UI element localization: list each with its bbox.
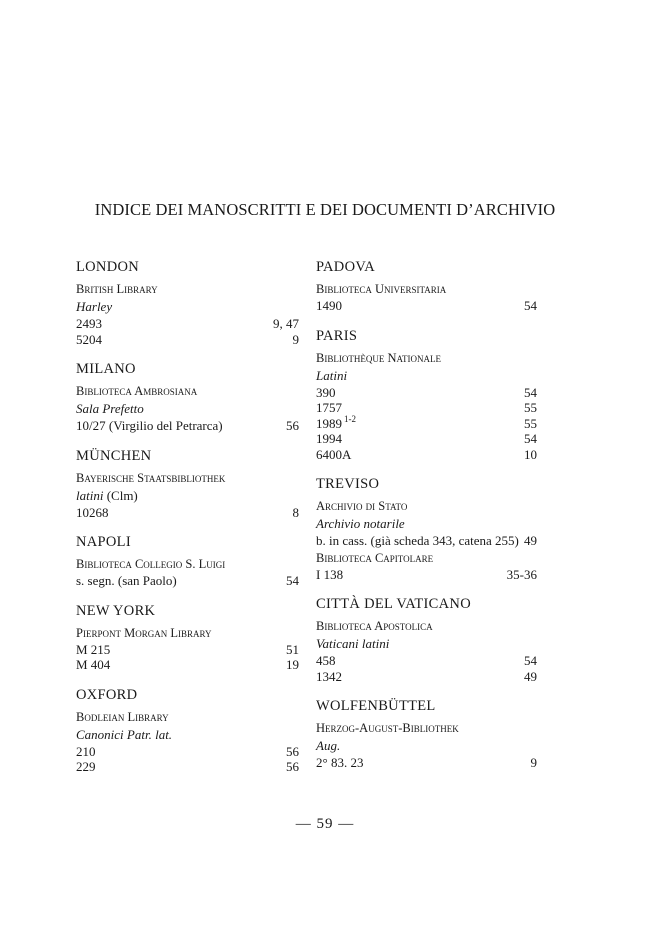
index-entry [316, 400, 537, 416]
shelfmark [316, 400, 342, 416]
index-entry [76, 505, 299, 521]
collection-title: Canonici Patr. lat. [76, 726, 173, 742]
page-reference: 49 [524, 668, 537, 684]
shelfmark-text: 1989 [316, 415, 342, 431]
page-reference: 54 [286, 573, 299, 588]
shelfmark-text: 1757 [316, 400, 342, 415]
collection-title: Harley [76, 299, 113, 314]
shelfmark-text: 2493 [76, 316, 102, 331]
library-name: Biblioteca Ambrosiana [76, 384, 198, 398]
index-entry [316, 533, 537, 549]
page-reference: 9 [530, 755, 537, 770]
shelfmark-text: M 215 [76, 641, 111, 657]
page-reference: 8 [292, 504, 299, 520]
page-reference: 10 [524, 446, 537, 462]
city-section [316, 327, 537, 463]
index-entry [76, 657, 299, 673]
city-heading: LONDON [76, 259, 140, 275]
collection-name [316, 635, 537, 653]
shelfmark-superscript: 1-2 [344, 414, 356, 425]
shelfmark-text: 5204 [76, 331, 102, 347]
city-section [76, 602, 299, 673]
collection-title: latini [76, 487, 104, 503]
collection-title: Vaticani latini [316, 636, 390, 651]
index-entry [316, 431, 537, 447]
shelfmark [76, 657, 110, 673]
index-entry [316, 653, 537, 669]
city-heading: MÜNCHEN [76, 447, 152, 464]
index-entry [316, 669, 537, 685]
collection-name [76, 400, 299, 418]
city-heading: TREVISO [316, 476, 380, 492]
city-section [316, 258, 537, 314]
index-entry [76, 332, 299, 348]
library-name: Herzog-August-Bibliothek [316, 721, 459, 735]
page-reference: 51 [286, 641, 299, 657]
collection-title: Sala Prefetto [76, 401, 144, 416]
library-name: British Library [76, 282, 158, 296]
shelfmark-text: b. in cass. (già scheda 343, catena 255) [316, 533, 519, 548]
library-name: Bibliothèque Nationale [316, 350, 441, 365]
library-name: Biblioteca Capitolare [316, 550, 434, 565]
index-entry [316, 298, 537, 314]
page-reference: 9, 47 [273, 316, 299, 331]
shelfmark-text: 1994 [316, 431, 342, 446]
page-reference: 35-36 [506, 566, 537, 582]
collection-name [76, 298, 299, 316]
shelfmark-text: 6400A [316, 446, 352, 462]
collection-title: Archivio notarile [316, 516, 405, 531]
shelfmark-text: 1342 [316, 668, 342, 684]
page-title: INDICE DEI MANOSCRITTI E DEI DOCUMENTI D’ARCHIVIO [94, 200, 556, 219]
library-name: Bayerische Staatsbibliothek [76, 470, 226, 485]
shelfmark-text: 10268 [76, 504, 109, 520]
library-name: Pierpont Morgan Library [76, 625, 212, 640]
shelfmark-text: M 404 [76, 657, 111, 672]
collection-name [76, 487, 299, 505]
city-section [76, 686, 299, 775]
page-reference: 9 [292, 331, 299, 347]
collection-suffix: (Clm) [103, 487, 138, 503]
collection-name [316, 367, 537, 385]
shelfmark-text: 10/27 (Virgilio del Petrarca) [76, 418, 223, 433]
city-heading: MILANO [76, 361, 136, 377]
city-heading: CITTÀ DEL VATICANO [316, 596, 471, 612]
shelfmark-text: 229 [76, 759, 96, 774]
shelfmark [76, 316, 102, 332]
shelfmark [316, 533, 519, 549]
page-reference: 54 [524, 384, 537, 400]
city-section [316, 475, 537, 582]
city-heading: WOLFENBÜTTEL [316, 698, 436, 714]
page-reference: 19 [286, 657, 299, 672]
city-section [76, 533, 299, 589]
index-entry [76, 316, 299, 332]
shelfmark [76, 418, 223, 434]
page-reference: 54 [524, 298, 537, 313]
index-column-left [76, 258, 299, 788]
library-name: Biblioteca Universitaria [316, 282, 447, 296]
page-reference: 56 [286, 418, 299, 433]
shelfmark [316, 653, 336, 669]
city-heading: PARIS [316, 327, 358, 344]
library-name: Archivio di Stato [316, 499, 408, 513]
collection-name [76, 726, 299, 744]
page-reference: 54 [524, 653, 537, 668]
city-heading: NAPOLI [76, 534, 131, 550]
index-entry [316, 385, 537, 401]
shelfmark [76, 642, 110, 658]
city-section [316, 697, 537, 771]
shelfmark [76, 332, 102, 348]
shelfmark [316, 416, 356, 432]
page-reference: 49 [524, 533, 537, 548]
shelfmark-text: 390 [316, 384, 336, 400]
library-name: Biblioteca Collegio S. Luigi [76, 557, 226, 571]
city-section [76, 360, 299, 434]
library-name: Bodleian Library [76, 709, 169, 724]
shelfmark-text: I 138 [316, 566, 344, 582]
city-section [76, 447, 299, 521]
city-section [316, 595, 537, 684]
library-name: Biblioteca Apostolica [316, 619, 433, 633]
shelfmark [316, 447, 351, 463]
index-entry [76, 573, 299, 589]
index-entry [76, 642, 299, 658]
collection-name [316, 737, 537, 755]
index-entry [76, 418, 299, 434]
page-reference: 54 [524, 431, 537, 446]
index-entry [76, 759, 299, 775]
index-entry [76, 744, 299, 760]
page-reference: 55 [524, 415, 537, 431]
shelfmark-text: 1490 [316, 298, 342, 313]
collection-title: Latini [316, 367, 348, 383]
shelfmark [316, 755, 363, 771]
index-entry [316, 416, 537, 432]
shelfmark-text: s. segn. (san Paolo) [76, 573, 177, 588]
shelfmark-text: 210 [76, 743, 96, 759]
city-section [76, 258, 299, 347]
index-entry [316, 567, 537, 583]
collection-title: Aug. [316, 738, 341, 753]
shelfmark [316, 298, 342, 314]
page-reference: 56 [286, 759, 299, 774]
shelfmark [316, 669, 342, 685]
page-reference: 56 [286, 743, 299, 759]
shelfmark [76, 744, 96, 760]
collection-name [316, 515, 537, 533]
city-heading: PADOVA [316, 259, 376, 275]
shelfmark-text: 458 [316, 653, 336, 668]
shelfmark [316, 385, 336, 401]
page-reference: 55 [524, 400, 537, 415]
index-entry [316, 447, 537, 463]
city-heading: NEW YORK [76, 602, 156, 619]
city-heading: OXFORD [76, 686, 138, 703]
index-column-right [316, 258, 537, 784]
shelfmark [76, 505, 109, 521]
index-entry [316, 755, 537, 771]
shelfmark [76, 759, 96, 775]
shelfmark [316, 431, 342, 447]
shelfmark [316, 567, 343, 583]
page-number: — 59 — [295, 816, 355, 832]
shelfmark-text: 2° 83. 23 [316, 755, 364, 770]
shelfmark [76, 573, 177, 589]
